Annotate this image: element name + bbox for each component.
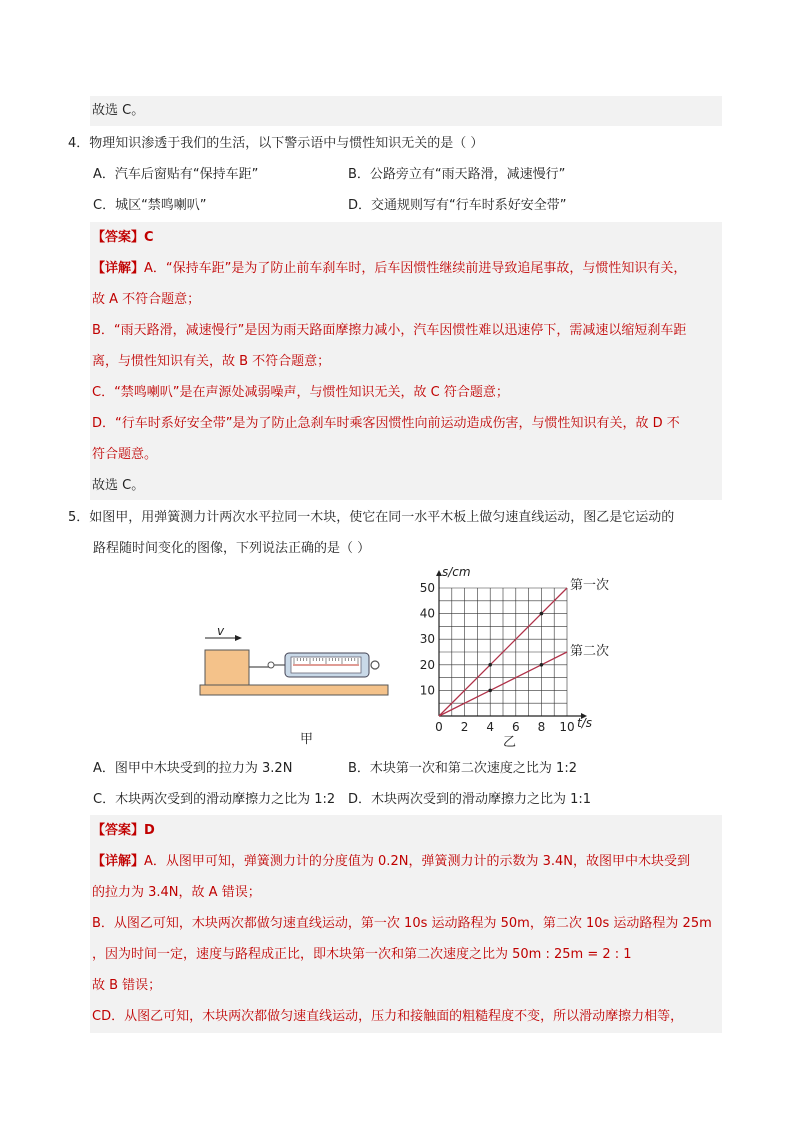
y-tick-label: 30 — [419, 632, 435, 647]
q4-detail-tag: 【详解】 — [92, 261, 145, 276]
line1-label: 第一次 — [570, 578, 610, 593]
q4-option-d: D．交通规则写有“行车时系好安全带” — [348, 198, 567, 213]
q4-detail-a1: 【详解】A．“保持车距”是为了防止前车刹车时，后车因惯性继续前进导致追尾事故，与惯性知识有关， — [92, 261, 687, 276]
x-tick-label: 2 — [460, 720, 469, 734]
q5-detail-b3: 故 B 错误； — [92, 978, 162, 993]
q5-option-d: D．木块两次受到的滑动摩擦力之比为 1:1 — [348, 792, 592, 807]
q5-answer: 【答案】D — [92, 823, 155, 838]
chart-x-axis-label: t/s — [577, 716, 592, 730]
q4-option-b: B．公路旁立有“雨天路滑，减速慢行” — [348, 167, 566, 182]
data-point — [488, 689, 492, 693]
q4-answer-box — [90, 222, 722, 500]
x-tick-label: 0 — [435, 720, 443, 734]
chart-y-axis-label: s/cm — [442, 565, 471, 579]
wooden-board — [200, 685, 388, 695]
y-tick-label: 40 — [419, 606, 435, 621]
q5-detail-b2: ，因为时间一定，速度与路程成正比，即木块第一次和第二次速度之比为 50m : 25m = 2 : 1 — [92, 947, 632, 962]
prev-conclusion: 故选 C。 — [92, 103, 145, 118]
prev-answer-box — [90, 96, 722, 126]
q5-detail-tag: 【详解】 — [92, 854, 145, 869]
q5-detail-a1: 【详解】A．从图甲可知，弹簧测力计的分度值为 0.2N，弹簧测力计的示数为 3.4N，故图甲中木块受到 — [92, 854, 690, 869]
x-tick-label: 4 — [486, 720, 495, 734]
figure-jia-caption: 甲 — [300, 732, 314, 747]
q4-answer: 【答案】C — [92, 230, 154, 245]
q4-detail-d2: 符合题意。 — [92, 447, 158, 462]
q4-detail-d1: D．“行车时系好安全带”是为了防止急刹车时乘客因惯性向前运动造成伤害，与惯性知识有关，故 D 不 — [92, 416, 680, 431]
q4-detail-b1: B．“雨天路滑，减速慢行”是因为雨天路面摩擦力减小，汽车因惯性难以迅速停下，需减速以缩短刹车距 — [92, 323, 687, 338]
q5-stem-1: 5．如图甲，用弹簧测力计两次水平拉同一木块，使它在同一水平木板上做匀速直线运动，图乙是它运动的 — [68, 510, 675, 525]
q5-answer-box — [90, 815, 722, 1033]
velocity-label: v — [217, 624, 225, 638]
velocity-arrowhead — [235, 635, 242, 641]
data-point — [540, 663, 544, 667]
figure-jia — [195, 615, 395, 750]
q5-detail-cd: CD．从图乙可知，木块两次都做匀速直线运动，压力和接触面的粗糙程度不变，所以滑动摩擦力相等， — [92, 1009, 684, 1024]
line2-label: 第二次 — [570, 644, 610, 659]
spring-scale-ring — [371, 661, 379, 669]
q5-option-b: B．木块第一次和第二次速度之比为 1:2 — [348, 761, 577, 776]
data-point — [540, 612, 544, 616]
q5-stem-2: 路程随时间变化的图像，下列说法正确的是（ ） — [93, 541, 371, 556]
data-point — [488, 663, 492, 667]
q5-option-a: A．图甲中木块受到的拉力为 3.2N — [93, 761, 293, 776]
y-tick-label: 50 — [419, 581, 435, 595]
q5-detail-a2: 的拉力为 3.4N，故 A 错误； — [92, 885, 261, 900]
wooden-block — [205, 650, 249, 685]
y-tick-label: 20 — [419, 657, 435, 672]
q4-stem: 4．物理知识渗透于我们的生活，以下警示语中与惯性知识无关的是（ ） — [68, 136, 484, 151]
figure-yi-caption: 乙 — [503, 735, 517, 750]
q4-detail-b2: 离，与惯性知识有关，故 B 不符合题意； — [92, 354, 331, 369]
q4-option-a: A．汽车后窗贴有“保持车距” — [93, 167, 259, 182]
figure-yi-chart — [405, 565, 635, 750]
q5-option-c: C．木块两次受到的滑动摩擦力之比为 1:2 — [93, 792, 336, 807]
x-tick-label: 10 — [559, 720, 575, 734]
y-tick-label: 10 — [419, 683, 435, 698]
q4-detail-a2: 故 A 不符合题意； — [92, 292, 201, 307]
q4-detail-c: C．“禁鸣喇叭”是在声源处减弱噪声，与惯性知识无关，故 C 符合题意； — [92, 385, 509, 400]
q5-detail-b1: B．从图乙可知，木块两次都做匀速直线运动，第一次 10s 运动路程为 50m，第二次 10s 运动路程为 25m — [92, 916, 712, 931]
x-tick-label: 6 — [511, 720, 520, 734]
q4-option-c: C．城区“禁鸣喇叭” — [93, 198, 207, 213]
x-tick-label: 8 — [537, 720, 546, 734]
q4-conclusion: 故选 C。 — [92, 478, 145, 493]
hook-ring — [268, 662, 274, 668]
